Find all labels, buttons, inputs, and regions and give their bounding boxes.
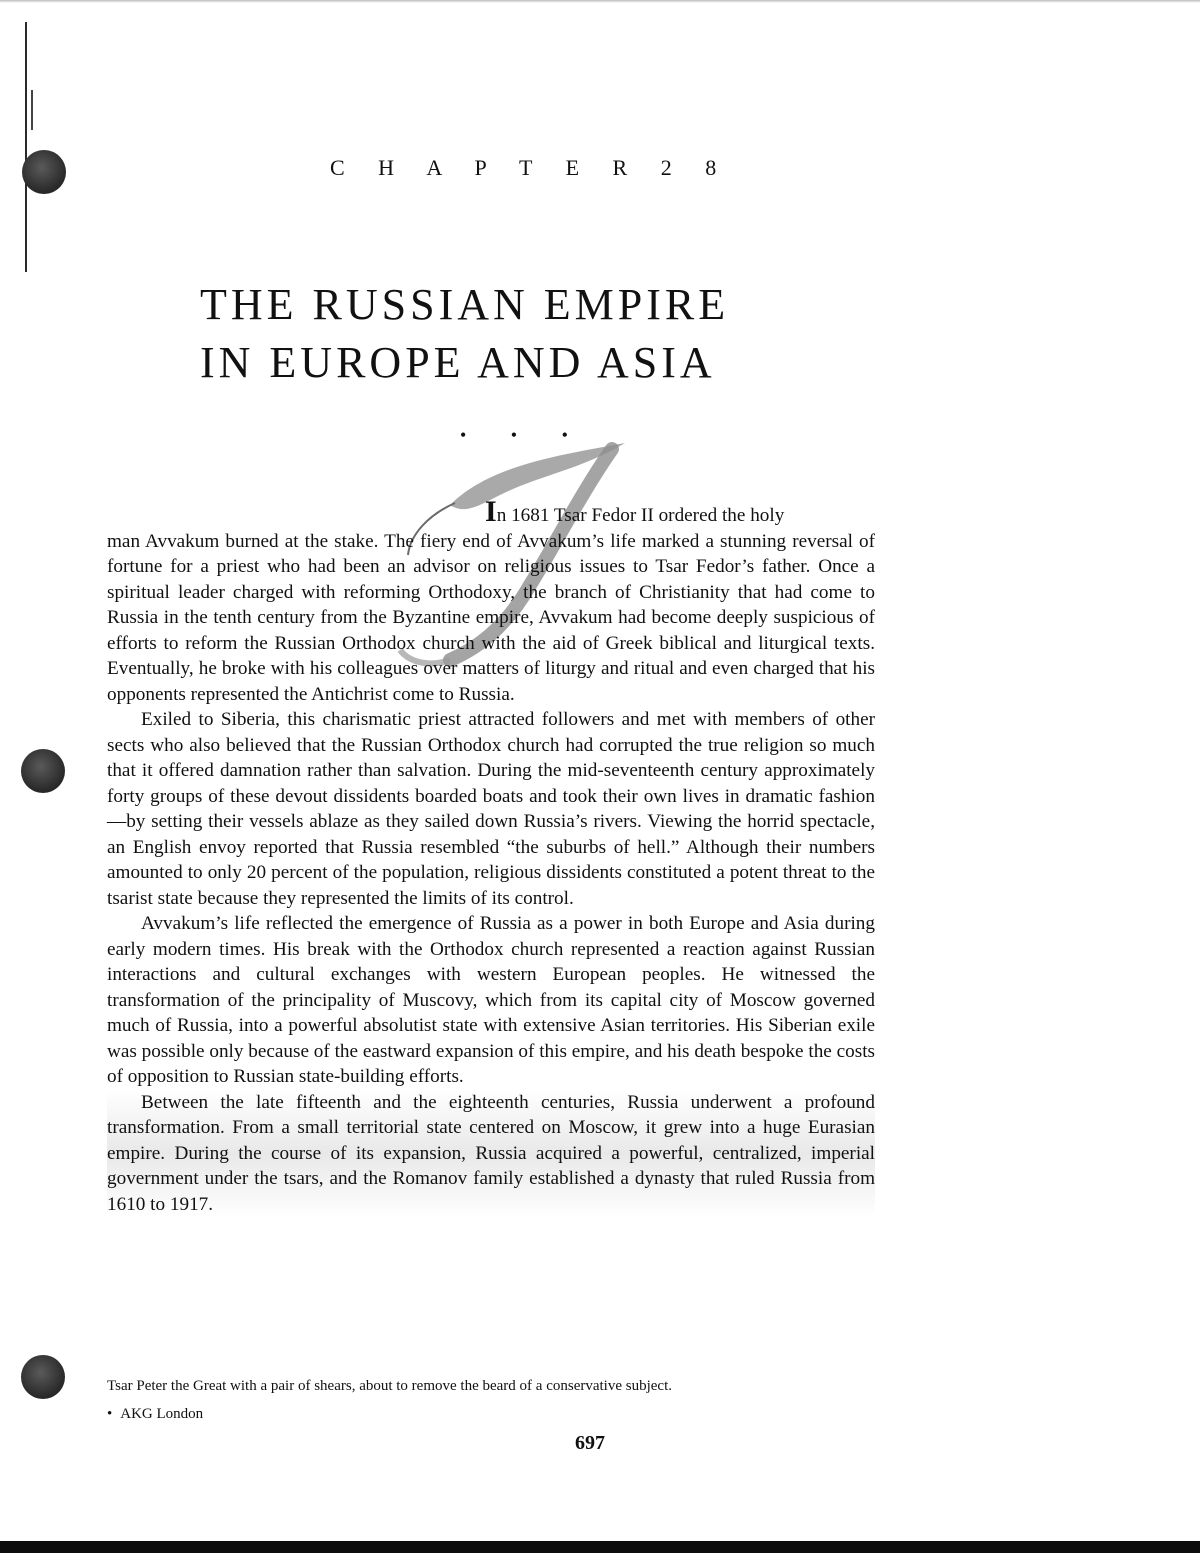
- scan-binding-line: [25, 22, 27, 272]
- paragraph-1-opening: [107, 495, 875, 529]
- paragraph-1: [107, 495, 875, 707]
- drop-cap-letter: I: [485, 495, 497, 528]
- paragraph-1-first-line: n 1681 Tsar Fedor II ordered the holy: [496, 505, 785, 526]
- paragraph-2: Exiled to Siberia, this charismatic priest attracted followers and met with members of other sects who also believed that the Russian Orthodox church had corrupted the true religion so much that it offered damnation rather than salvation. During the mid-seventeenth century approximately forty groups of these devout dissidents boarded boats and took their own lives in dramatic fashion—by setting their vessels ablaze as they sailed down Russia’s rivers. Viewing the horrid spectacle, an English envoy reported that Russia resembled “the suburbs of hell.” Although their numbers amounted to only 20 percent of the population, religious dissidents constituted a potent threat to the tsarist state because they represented the limits of its control.: [107, 709, 875, 909]
- figure-caption: Tsar Peter the Great with a pair of shears, about to remove the beard of a conservative subject.: [107, 1378, 672, 1394]
- scan-binding-mark: [31, 90, 33, 130]
- punch-hole-bottom: [21, 1355, 65, 1399]
- page-title-line-1: THE RUSSIAN EMPIRE: [200, 280, 730, 329]
- chapter-label: C H A P T E R 2 8: [330, 155, 731, 180]
- scan-top-edge: [0, 0, 1200, 3]
- page-number: 697: [575, 1432, 605, 1454]
- image-credit: [107, 1406, 203, 1423]
- paragraph-4: Between the late fifteenth and the eighteenth centuries, Russia underwent a profound transformation. From a small territorial state centered on Moscow, it grew into a huge Eurasian empire. During the course of its expansion, Russia acquired a powerful, centralized, imperial government under the tsars, and the Romanov family established a dynasty that ruled Russia from 1610 to 1917.: [107, 1090, 875, 1218]
- punch-hole-middle: [21, 749, 65, 793]
- chapter-body: [107, 495, 875, 1217]
- credit-bullet-icon: •: [107, 1406, 113, 1422]
- scan-bottom-edge: [0, 1541, 1200, 1553]
- page-title: [200, 276, 729, 392]
- credit-text: AKG London: [120, 1406, 204, 1422]
- paragraph-1-text: man Avvakum burned at the stake. The fiery end of Avvakum’s life marked a stunning reversal of fortune for a priest who had been an advisor on religious issues to Tsar Fedor’s father. Once a spiritual leader charged with reforming Orthodoxy, the branch of Christianity that had come to Russia in the tenth century from the Byzantine empire, Avvakum had become deeply suspicious of efforts to reform the Russian Orthodox church with the aid of Greek biblical and liturgical texts. Eventually, he broke with his colleagues over matters of liturgy and ritual and even charged that his opponents represented the Antichrist come to Russia.: [107, 530, 875, 705]
- punch-hole-top: [22, 150, 66, 194]
- paragraph-3: Avvakum’s life reflected the emergence of Russia as a power in both Europe and Asia during early modern times. His break with the Orthodox church represented a reaction against Russian interactions and cultural exchanges with western European peoples. He witnessed the transformation of the principality of Muscovy, which from its capital city of Moscow governed much of Russia, into a powerful absolutist state with extensive Asian territories. His Siberian exile was possible only because of the eastward expansion of this empire, and his death bespoke the costs of opposition to Russian state-building efforts.: [107, 913, 875, 1087]
- page-title-line-2: IN EUROPE AND ASIA: [200, 338, 716, 387]
- section-ornament: • • •: [460, 425, 588, 445]
